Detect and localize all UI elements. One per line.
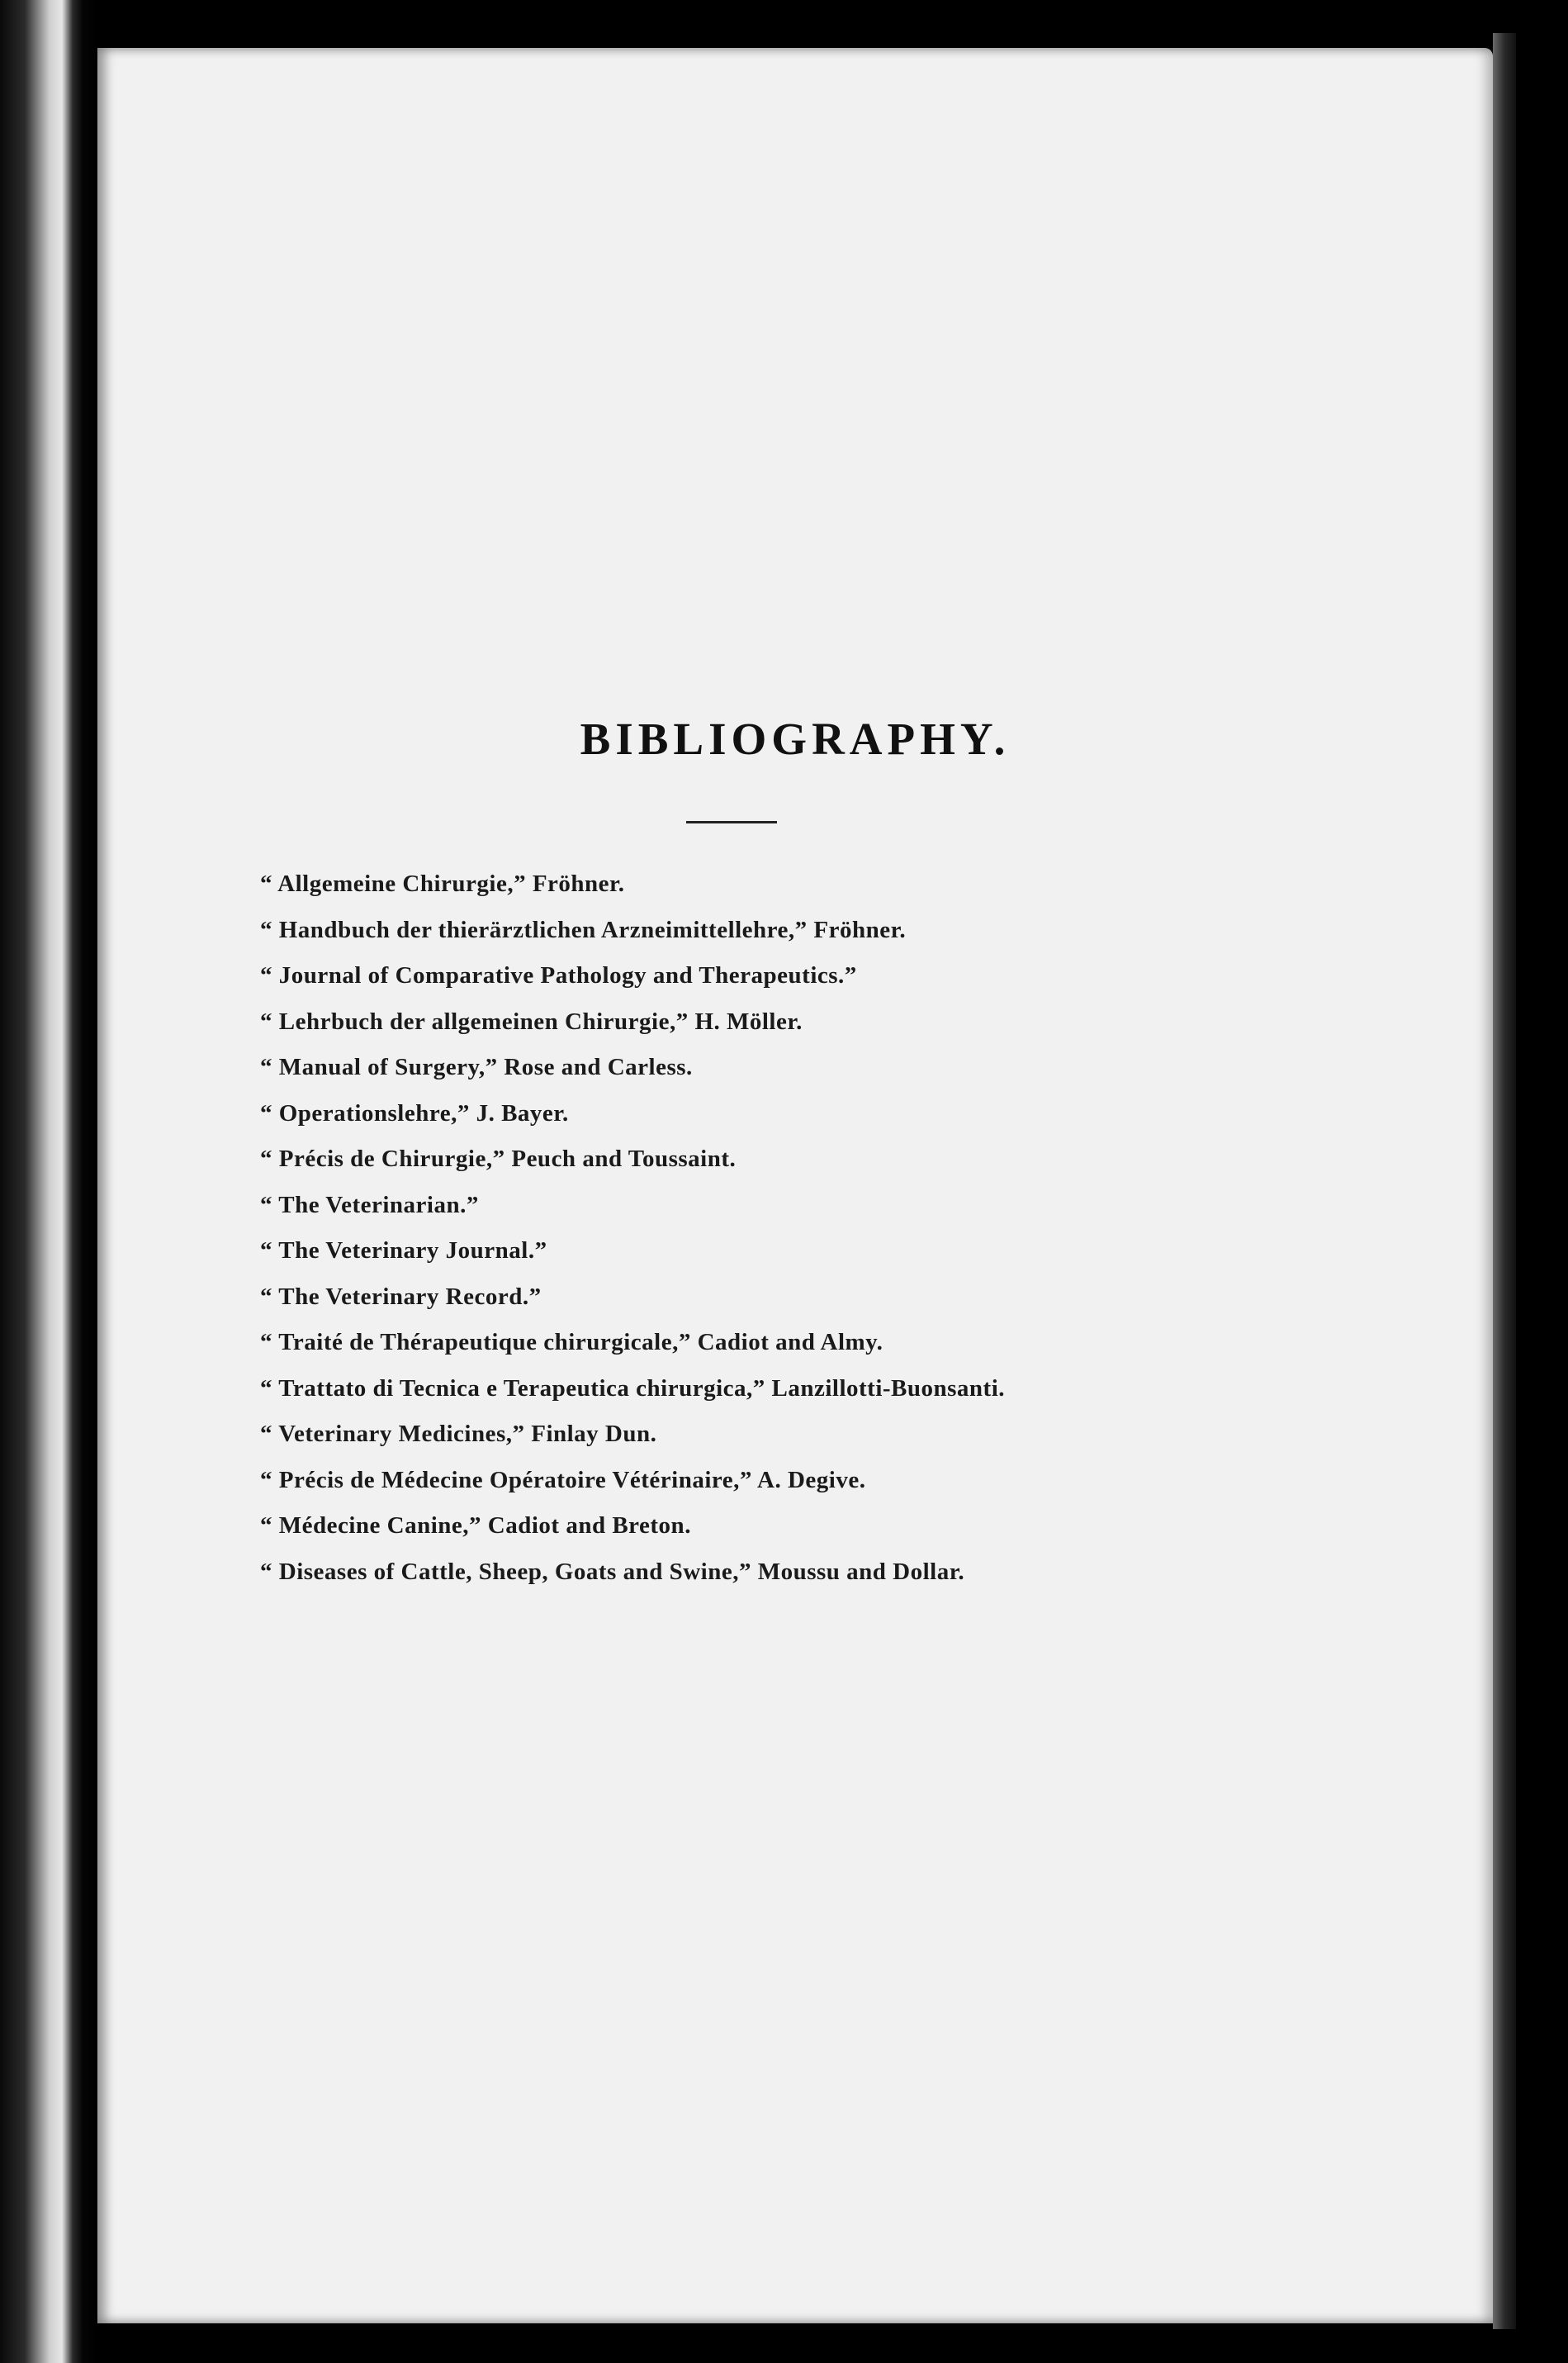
title-divider: [686, 821, 777, 823]
bibliography-list: [260, 861, 1334, 1595]
bibliography-entry: “ Diseases of Cattle, Sheep, Goats and Swine,” Moussu and Dollar.: [260, 1558, 965, 1585]
page-stack-edge: [1493, 33, 1516, 2329]
bibliography-entry: “ Allgemeine Chirurgie,” Fröhner.: [260, 871, 625, 897]
bibliography-entry: “ Handbuch der thierärztlichen Arzneimittellehre,” Fröhner.: [260, 916, 907, 943]
bibliography-entry: “ Traité de Thérapeutique chirurgicale,” Cadiot and Almy.: [260, 1329, 883, 1355]
book-binding-edge: [0, 0, 97, 2363]
bibliography-entry: “ Médecine Canine,” Cadiot and Breton.: [260, 1512, 691, 1539]
book-page: [97, 48, 1493, 2323]
bibliography-entry: “ Précis de Médecine Opératoire Vétérinaire,” A. Degive.: [260, 1466, 866, 1493]
bibliography-entry: “ Trattato di Tecnica e Terapeutica chirurgica,” Lanzillotti-Buonsanti.: [260, 1374, 1006, 1402]
bibliography-entry: “ Operationslehre,” J. Bayer.: [260, 1099, 569, 1127]
bibliography-entry: “ The Veterinary Record.”: [260, 1283, 542, 1310]
page-title: BIBLIOGRAPHY.: [580, 714, 1011, 764]
bibliography-entry: “ Manual of Surgery,” Rose and Carless.: [260, 1054, 693, 1080]
bibliography-entry: “ Précis de Chirurgie,” Peuch and Toussaint.: [260, 1146, 737, 1172]
bibliography-entry: “ The Veterinarian.”: [260, 1191, 479, 1218]
bibliography-entry: “ Veterinary Medicines,” Finlay Dun.: [260, 1421, 657, 1447]
bibliography-entry: “ Journal of Comparative Pathology and Therapeutics.”: [260, 962, 857, 989]
bibliography-entry: “ The Veterinary Journal.”: [260, 1237, 547, 1264]
bibliography-entry: “ Lehrbuch der allgemeinen Chirurgie,” H. Möller.: [260, 1008, 803, 1035]
